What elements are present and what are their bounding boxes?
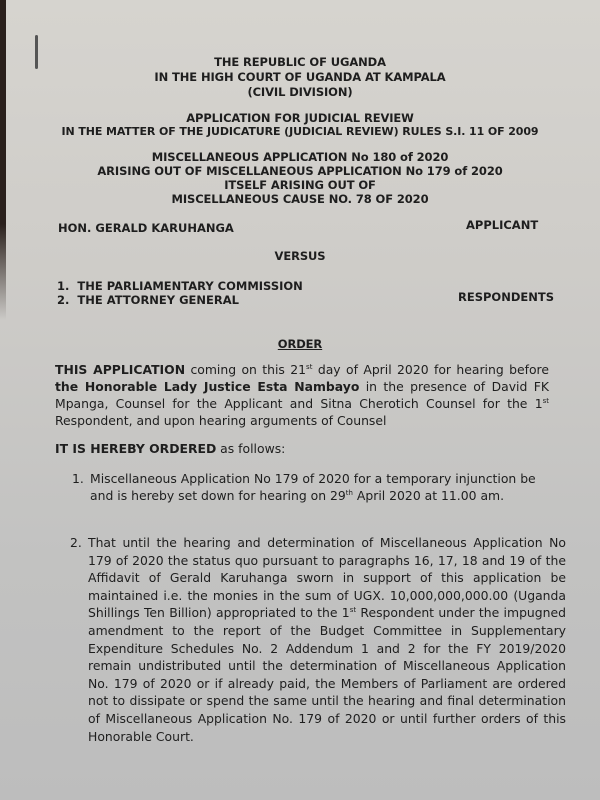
ordered-paragraph (55, 440, 285, 457)
ordered-bold: IT IS HEREBY ORDERED (55, 441, 217, 456)
intro-text-2: day of April 2020 for hearing before (312, 362, 549, 377)
item-1-sup: th (345, 489, 353, 497)
intro-text-4: Respondent, and upon hearing arguments of Counsel (55, 413, 387, 428)
header-itself-arising: ITSELF ARISING OUT OF (224, 178, 376, 192)
item-2-number: 2. (70, 535, 82, 550)
item-2-text-2: Respondent under the impugned amendment to the report of the Budget Committee in Supplementary Expenditure Schedules No. 2 Addendum 1 and 2 for the FY 2019/2020 remain undistributed until the determination of Miscellaneous Application No. 179 of 2020 or if already paid, the Members of Parliament are ordered not to dissipate or spend the same until the hearing and final determination of Miscellaneous Application No. 179 of 2020 or until further orders of this Honorable Court. (88, 605, 566, 744)
order-title: ORDER (277, 337, 323, 351)
item-2-text (88, 534, 566, 745)
header-court: IN THE HIGH COURT OF UGANDA AT KAMPALA (154, 70, 446, 84)
order-intro-paragraph (55, 361, 549, 429)
item-2-sup: st (349, 606, 357, 615)
versus-label: VERSUS (274, 249, 326, 263)
item-1-number: 1. (72, 471, 84, 486)
applicant-label: APPLICANT (466, 218, 539, 232)
header-misc-cause: MISCELLANEOUS CAUSE NO. 78 OF 2020 (171, 192, 429, 206)
item-1-text-1: Miscellaneous Application No 179 of 2020 for a temporary injunction be and is hereby set down for hearing on 29 (90, 471, 536, 503)
intro-sup-1: st (306, 363, 313, 371)
header-misc-application: MISCELLANEOUS APPLICATION No 180 of 2020 (151, 150, 449, 164)
header-application-type: APPLICATION FOR JUDICIAL REVIEW (186, 111, 414, 125)
header-division: (CIVIL DIVISION) (247, 85, 353, 99)
intro-text-1: coming on this 21 (185, 362, 307, 377)
intro-bold-1: THIS APPLICATION (55, 362, 186, 377)
intro-sup-2: st (542, 397, 549, 405)
respondent-1: 1. THE PARLIAMENTARY COMMISSION (57, 279, 303, 293)
intro-bold-2: the Honorable Lady Justice Esta Nambayo (55, 379, 360, 394)
applicant-name: HON. GERALD KARUHANGA (58, 221, 234, 235)
respondents-label: RESPONDENTS (458, 290, 554, 304)
respondent-2: 2. THE ATTORNEY GENERAL (57, 293, 239, 307)
item-1-text (90, 470, 560, 504)
item-1-text-2: April 2020 at 11.00 am. (352, 488, 505, 503)
item-2-text-1: That until the hearing and determination of Miscellaneous Application No 179 of 2020 the status quo pursuant to paragraphs 16, 17, 18 and 19 of the Affidavit of Gerald Karuhanga sworn in support of this application be maintained i.e. the monies in the sum of UGX. 10,000,000,000.00 (Uganda Shillings Ten Billion) appropriated to the 1 (88, 535, 566, 621)
intro-text-3: in the presence of David FK Mpanga, Counsel for the Applicant and Sitna Cherotich Counsel for the 1 (55, 379, 549, 411)
header-republic: THE REPUBLIC OF UGANDA (214, 55, 386, 69)
ordered-text: as follows: (216, 441, 286, 456)
header-arising: ARISING OUT OF MISCELLANEOUS APPLICATION No 179 of 2020 (97, 164, 503, 178)
header-matter: IN THE MATTER OF THE JUDICATURE (JUDICIAL REVIEW) RULES S.I. 11 OF 2009 (61, 125, 539, 138)
